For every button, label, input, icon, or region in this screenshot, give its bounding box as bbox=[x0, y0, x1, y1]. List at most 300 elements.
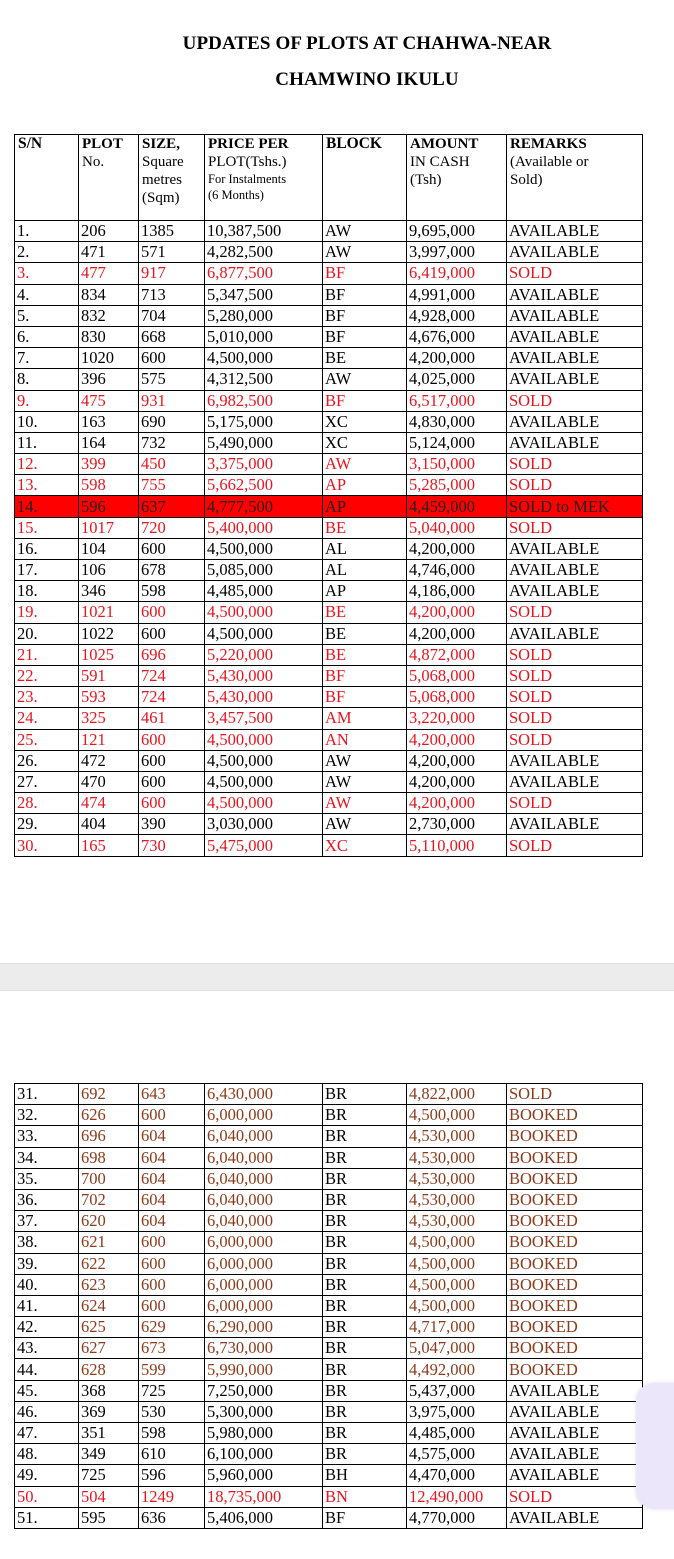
cell-remarks: AVAILABLE bbox=[507, 221, 643, 242]
cell-price: 4,500,000 bbox=[205, 729, 323, 750]
cell-sn: 14. bbox=[15, 496, 79, 517]
cell-price: 6,040,000 bbox=[205, 1189, 323, 1210]
cell-size: 598 bbox=[139, 581, 205, 602]
cell-cash: 2,730,000 bbox=[407, 814, 507, 835]
cell-remarks: AVAILABLE bbox=[507, 581, 643, 602]
cell-size: 600 bbox=[139, 793, 205, 814]
cell-sn: 50. bbox=[15, 1486, 79, 1507]
cell-block: BR bbox=[323, 1168, 407, 1189]
cell-price: 5,280,000 bbox=[205, 305, 323, 326]
cell-cash: 4,500,000 bbox=[407, 1253, 507, 1274]
cell-block: BE bbox=[323, 602, 407, 623]
cell-plot-no: 628 bbox=[79, 1359, 139, 1380]
cell-price: 6,040,000 bbox=[205, 1211, 323, 1232]
cell-price: 6,040,000 bbox=[205, 1126, 323, 1147]
cell-price: 6,000,000 bbox=[205, 1253, 323, 1274]
cell-plot-no: 396 bbox=[79, 369, 139, 390]
cell-size: 724 bbox=[139, 687, 205, 708]
cell-size: 1249 bbox=[139, 1486, 205, 1507]
cell-plot-no: 725 bbox=[79, 1465, 139, 1486]
cell-cash: 4,500,000 bbox=[407, 1105, 507, 1126]
cell-sn: 23. bbox=[15, 687, 79, 708]
cell-sn: 42. bbox=[15, 1317, 79, 1338]
cell-size: 690 bbox=[139, 411, 205, 432]
cell-size: 600 bbox=[139, 1295, 205, 1316]
cell-sn: 18. bbox=[15, 581, 79, 602]
cell-plot-no: 106 bbox=[79, 560, 139, 581]
header-size: SIZE, Square metres (Sqm) bbox=[139, 135, 205, 221]
cell-plot-no: 593 bbox=[79, 687, 139, 708]
cell-size: 600 bbox=[139, 771, 205, 792]
cell-size: 678 bbox=[139, 560, 205, 581]
cell-remarks: AVAILABLE bbox=[507, 411, 643, 432]
cell-price: 10,387,500 bbox=[205, 221, 323, 242]
cell-size: 704 bbox=[139, 305, 205, 326]
table-row bbox=[15, 242, 643, 263]
plots-table-part-2 bbox=[14, 1083, 643, 1529]
cell-plot-no: 830 bbox=[79, 326, 139, 347]
cell-remarks: SOLD bbox=[507, 687, 643, 708]
table-row bbox=[15, 1147, 643, 1168]
cell-cash: 3,220,000 bbox=[407, 708, 507, 729]
table-row bbox=[15, 1380, 643, 1401]
table-row bbox=[15, 1274, 643, 1295]
cell-block: AM bbox=[323, 708, 407, 729]
cell-sn: 29. bbox=[15, 814, 79, 835]
cell-remarks: SOLD bbox=[507, 475, 643, 496]
cell-sn: 49. bbox=[15, 1465, 79, 1486]
table-row bbox=[15, 1317, 643, 1338]
cell-sn: 21. bbox=[15, 644, 79, 665]
cell-plot-no: 351 bbox=[79, 1423, 139, 1444]
cell-remarks: BOOKED bbox=[507, 1274, 643, 1295]
cell-block: AW bbox=[323, 242, 407, 263]
cell-cash: 5,285,000 bbox=[407, 475, 507, 496]
cell-plot-no: 346 bbox=[79, 581, 139, 602]
cell-sn: 2. bbox=[15, 242, 79, 263]
cell-block: BE bbox=[323, 623, 407, 644]
cell-block: BH bbox=[323, 1465, 407, 1486]
cell-block: BR bbox=[323, 1253, 407, 1274]
cell-size: 643 bbox=[139, 1084, 205, 1105]
table-row bbox=[15, 644, 643, 665]
cell-sn: 34. bbox=[15, 1147, 79, 1168]
cell-size: 720 bbox=[139, 517, 205, 538]
cell-size: 604 bbox=[139, 1168, 205, 1189]
cell-remarks: SOLD to MEK bbox=[507, 496, 643, 517]
table-row bbox=[15, 1211, 643, 1232]
table-row bbox=[15, 835, 643, 856]
cell-sn: 44. bbox=[15, 1359, 79, 1380]
cell-remarks: BOOKED bbox=[507, 1189, 643, 1210]
table-row bbox=[15, 454, 643, 475]
cell-remarks: AVAILABLE bbox=[507, 771, 643, 792]
table-row bbox=[15, 369, 643, 390]
cell-cash: 4,200,000 bbox=[407, 538, 507, 559]
cell-block: BF bbox=[323, 687, 407, 708]
cell-block: AP bbox=[323, 581, 407, 602]
cell-remarks: BOOKED bbox=[507, 1211, 643, 1232]
cell-plot-no: 627 bbox=[79, 1338, 139, 1359]
cell-size: 931 bbox=[139, 390, 205, 411]
cell-price: 4,500,000 bbox=[205, 771, 323, 792]
cell-sn: 46. bbox=[15, 1401, 79, 1422]
cell-cash: 3,975,000 bbox=[407, 1401, 507, 1422]
cell-remarks: BOOKED bbox=[507, 1359, 643, 1380]
cell-sn: 38. bbox=[15, 1232, 79, 1253]
cell-size: 713 bbox=[139, 284, 205, 305]
table-row bbox=[15, 348, 643, 369]
cell-sn: 31. bbox=[15, 1084, 79, 1105]
cell-block: AW bbox=[323, 369, 407, 390]
cell-sn: 40. bbox=[15, 1274, 79, 1295]
cell-block: BF bbox=[323, 390, 407, 411]
cell-remarks: AVAILABLE bbox=[507, 1423, 643, 1444]
cell-cash: 4,200,000 bbox=[407, 348, 507, 369]
cell-cash: 9,695,000 bbox=[407, 221, 507, 242]
table-row bbox=[15, 411, 643, 432]
cell-remarks: BOOKED bbox=[507, 1105, 643, 1126]
cell-size: 732 bbox=[139, 432, 205, 453]
cell-sn: 51. bbox=[15, 1507, 79, 1528]
header-block: BLOCK bbox=[323, 135, 407, 221]
cell-cash: 4,717,000 bbox=[407, 1317, 507, 1338]
cell-plot-no: 621 bbox=[79, 1232, 139, 1253]
cell-size: 600 bbox=[139, 623, 205, 644]
cell-block: BR bbox=[323, 1401, 407, 1422]
cell-cash: 4,500,000 bbox=[407, 1274, 507, 1295]
cell-plot-no: 470 bbox=[79, 771, 139, 792]
table-row bbox=[15, 750, 643, 771]
cell-remarks: SOLD bbox=[507, 729, 643, 750]
cell-size: 1385 bbox=[139, 221, 205, 242]
cell-plot-no: 625 bbox=[79, 1317, 139, 1338]
cell-sn: 19. bbox=[15, 602, 79, 623]
cell-block: XC bbox=[323, 411, 407, 432]
cell-remarks: AVAILABLE bbox=[507, 1507, 643, 1528]
cell-remarks: AVAILABLE bbox=[507, 560, 643, 581]
cell-block: BR bbox=[323, 1147, 407, 1168]
cell-size: 668 bbox=[139, 326, 205, 347]
cell-price: 5,010,000 bbox=[205, 326, 323, 347]
table-row bbox=[15, 305, 643, 326]
cell-plot-no: 595 bbox=[79, 1507, 139, 1528]
cell-price: 6,000,000 bbox=[205, 1295, 323, 1316]
cell-plot-no: 368 bbox=[79, 1380, 139, 1401]
cell-sn: 37. bbox=[15, 1211, 79, 1232]
plots-table-body-1 bbox=[15, 221, 643, 857]
cell-cash: 5,124,000 bbox=[407, 432, 507, 453]
cell-price: 5,980,000 bbox=[205, 1423, 323, 1444]
cell-size: 604 bbox=[139, 1189, 205, 1210]
table-row bbox=[15, 1189, 643, 1210]
cell-size: 730 bbox=[139, 835, 205, 856]
cell-plot-no: 471 bbox=[79, 242, 139, 263]
cell-plot-no: 164 bbox=[79, 432, 139, 453]
cell-remarks: AVAILABLE bbox=[507, 348, 643, 369]
header-price: PRICE PER PLOT(Tshs.) For Instalments (6 Months) bbox=[205, 135, 323, 221]
cell-plot-no: 349 bbox=[79, 1444, 139, 1465]
cell-sn: 41. bbox=[15, 1295, 79, 1316]
cell-cash: 4,485,000 bbox=[407, 1423, 507, 1444]
table-row bbox=[15, 1444, 643, 1465]
cell-block: BR bbox=[323, 1232, 407, 1253]
cell-remarks: BOOKED bbox=[507, 1168, 643, 1189]
cell-remarks: SOLD bbox=[507, 1486, 643, 1507]
cell-remarks: AVAILABLE bbox=[507, 623, 643, 644]
cell-price: 6,100,000 bbox=[205, 1444, 323, 1465]
cell-sn: 13. bbox=[15, 475, 79, 496]
table-row bbox=[15, 814, 643, 835]
cell-remarks: SOLD bbox=[507, 1084, 643, 1105]
table-row bbox=[15, 1465, 643, 1486]
cell-size: 604 bbox=[139, 1147, 205, 1168]
table-row bbox=[15, 1338, 643, 1359]
cell-plot-no: 598 bbox=[79, 475, 139, 496]
cell-price: 6,430,000 bbox=[205, 1084, 323, 1105]
cell-remarks: SOLD bbox=[507, 263, 643, 284]
cell-size: 600 bbox=[139, 750, 205, 771]
cell-cash: 4,492,000 bbox=[407, 1359, 507, 1380]
cell-plot-no: 596 bbox=[79, 496, 139, 517]
cell-plot-no: 1022 bbox=[79, 623, 139, 644]
cell-price: 6,040,000 bbox=[205, 1147, 323, 1168]
cell-sn: 45. bbox=[15, 1380, 79, 1401]
cell-block: BN bbox=[323, 1486, 407, 1507]
cell-cash: 4,200,000 bbox=[407, 602, 507, 623]
cell-block: XC bbox=[323, 432, 407, 453]
cell-remarks: BOOKED bbox=[507, 1295, 643, 1316]
cell-sn: 5. bbox=[15, 305, 79, 326]
cell-price: 6,877,500 bbox=[205, 263, 323, 284]
cell-remarks: SOLD bbox=[507, 602, 643, 623]
cell-block: BR bbox=[323, 1274, 407, 1295]
cell-plot-no: 623 bbox=[79, 1274, 139, 1295]
cell-block: BF bbox=[323, 665, 407, 686]
table-row bbox=[15, 1126, 643, 1147]
cell-cash: 5,437,000 bbox=[407, 1380, 507, 1401]
cell-cash: 4,500,000 bbox=[407, 1295, 507, 1316]
cell-plot-no: 591 bbox=[79, 665, 139, 686]
cell-cash: 4,872,000 bbox=[407, 644, 507, 665]
cell-cash: 4,200,000 bbox=[407, 771, 507, 792]
cell-plot-no: 369 bbox=[79, 1401, 139, 1422]
cell-plot-no: 832 bbox=[79, 305, 139, 326]
cell-size: 673 bbox=[139, 1338, 205, 1359]
plots-table-part-1 bbox=[14, 134, 643, 857]
cell-plot-no: 474 bbox=[79, 793, 139, 814]
cell-size: 600 bbox=[139, 729, 205, 750]
cell-sn: 8. bbox=[15, 369, 79, 390]
cell-cash: 3,150,000 bbox=[407, 454, 507, 475]
cell-sn: 43. bbox=[15, 1338, 79, 1359]
cell-sn: 20. bbox=[15, 623, 79, 644]
cell-plot-no: 504 bbox=[79, 1486, 139, 1507]
cell-cash: 4,530,000 bbox=[407, 1126, 507, 1147]
cell-block: BR bbox=[323, 1295, 407, 1316]
cell-cash: 4,991,000 bbox=[407, 284, 507, 305]
cell-plot-no: 620 bbox=[79, 1211, 139, 1232]
cell-cash: 4,530,000 bbox=[407, 1189, 507, 1210]
cell-price: 5,175,000 bbox=[205, 411, 323, 432]
cell-block: BE bbox=[323, 644, 407, 665]
cell-cash: 3,997,000 bbox=[407, 242, 507, 263]
cell-cash: 12,490,000 bbox=[407, 1486, 507, 1507]
table-row bbox=[15, 1423, 643, 1444]
cell-remarks: SOLD bbox=[507, 517, 643, 538]
cell-cash: 6,419,000 bbox=[407, 263, 507, 284]
cell-plot-no: 624 bbox=[79, 1295, 139, 1316]
table-row bbox=[15, 1295, 643, 1316]
header-remarks: REMARKS (Available or Sold) bbox=[507, 135, 643, 221]
cell-size: 604 bbox=[139, 1126, 205, 1147]
table-row bbox=[15, 221, 643, 242]
cell-sn: 9. bbox=[15, 390, 79, 411]
cell-price: 4,500,000 bbox=[205, 348, 323, 369]
cell-size: 604 bbox=[139, 1211, 205, 1232]
cell-price: 6,040,000 bbox=[205, 1168, 323, 1189]
cell-block: AW bbox=[323, 221, 407, 242]
cell-price: 18,735,000 bbox=[205, 1486, 323, 1507]
cell-block: BR bbox=[323, 1338, 407, 1359]
cell-remarks: AVAILABLE bbox=[507, 814, 643, 835]
cell-plot-no: 696 bbox=[79, 1126, 139, 1147]
cell-plot-no: 475 bbox=[79, 390, 139, 411]
table-row bbox=[15, 1486, 643, 1507]
table-row bbox=[15, 1401, 643, 1422]
cell-sn: 36. bbox=[15, 1189, 79, 1210]
cell-price: 5,430,000 bbox=[205, 665, 323, 686]
cell-price: 5,960,000 bbox=[205, 1465, 323, 1486]
cell-price: 5,430,000 bbox=[205, 687, 323, 708]
page-separator bbox=[0, 963, 674, 991]
cell-remarks: AVAILABLE bbox=[507, 538, 643, 559]
cell-plot-no: 325 bbox=[79, 708, 139, 729]
cell-price: 6,000,000 bbox=[205, 1105, 323, 1126]
cell-plot-no: 477 bbox=[79, 263, 139, 284]
header-plot-no: PLOT No. bbox=[79, 135, 139, 221]
cell-block: BE bbox=[323, 348, 407, 369]
cell-price: 6,982,500 bbox=[205, 390, 323, 411]
cell-block: BR bbox=[323, 1317, 407, 1338]
cell-price: 5,400,000 bbox=[205, 517, 323, 538]
cell-block: BR bbox=[323, 1444, 407, 1465]
cell-cash: 4,025,000 bbox=[407, 369, 507, 390]
cell-size: 637 bbox=[139, 496, 205, 517]
cell-price: 4,500,000 bbox=[205, 602, 323, 623]
table-row bbox=[15, 284, 643, 305]
cell-block: BR bbox=[323, 1423, 407, 1444]
table-row bbox=[15, 475, 643, 496]
cell-price: 4,500,000 bbox=[205, 623, 323, 644]
table-row bbox=[15, 729, 643, 750]
page-title-line-2: CHAMWINO IKULU bbox=[275, 69, 459, 90]
table-row bbox=[15, 708, 643, 729]
cell-plot-no: 1020 bbox=[79, 348, 139, 369]
cell-sn: 32. bbox=[15, 1105, 79, 1126]
cell-cash: 4,822,000 bbox=[407, 1084, 507, 1105]
table-row bbox=[15, 623, 643, 644]
cell-cash: 5,068,000 bbox=[407, 665, 507, 686]
cell-sn: 30. bbox=[15, 835, 79, 856]
cell-remarks: AVAILABLE bbox=[507, 305, 643, 326]
cell-block: AN bbox=[323, 729, 407, 750]
cell-sn: 35. bbox=[15, 1168, 79, 1189]
cell-size: 450 bbox=[139, 454, 205, 475]
cell-size: 725 bbox=[139, 1380, 205, 1401]
cell-remarks: AVAILABLE bbox=[507, 1380, 643, 1401]
cell-cash: 5,110,000 bbox=[407, 835, 507, 856]
cell-price: 5,347,500 bbox=[205, 284, 323, 305]
cell-sn: 1. bbox=[15, 221, 79, 242]
table-header-row bbox=[15, 135, 643, 221]
cell-remarks: SOLD bbox=[507, 665, 643, 686]
cell-remarks: BOOKED bbox=[507, 1232, 643, 1253]
cell-remarks: BOOKED bbox=[507, 1317, 643, 1338]
cell-sn: 24. bbox=[15, 708, 79, 729]
table-row bbox=[15, 1105, 643, 1126]
cell-cash: 4,200,000 bbox=[407, 729, 507, 750]
cell-cash: 4,200,000 bbox=[407, 793, 507, 814]
cell-price: 3,375,000 bbox=[205, 454, 323, 475]
cell-sn: 3. bbox=[15, 263, 79, 284]
cell-cash: 4,928,000 bbox=[407, 305, 507, 326]
table-row bbox=[15, 581, 643, 602]
cell-remarks: SOLD bbox=[507, 793, 643, 814]
cell-cash: 4,470,000 bbox=[407, 1465, 507, 1486]
cell-remarks: BOOKED bbox=[507, 1253, 643, 1274]
cell-plot-no: 1017 bbox=[79, 517, 139, 538]
cell-plot-no: 702 bbox=[79, 1189, 139, 1210]
cell-size: 461 bbox=[139, 708, 205, 729]
cell-sn: 10. bbox=[15, 411, 79, 432]
cell-size: 600 bbox=[139, 1232, 205, 1253]
table-row bbox=[15, 538, 643, 559]
cell-size: 599 bbox=[139, 1359, 205, 1380]
cell-plot-no: 1021 bbox=[79, 602, 139, 623]
table-row bbox=[15, 390, 643, 411]
cell-sn: 15. bbox=[15, 517, 79, 538]
cell-price: 6,000,000 bbox=[205, 1232, 323, 1253]
table-row bbox=[15, 1084, 643, 1105]
table-row bbox=[15, 1507, 643, 1528]
cell-sn: 26. bbox=[15, 750, 79, 771]
cell-size: 575 bbox=[139, 369, 205, 390]
cell-block: XC bbox=[323, 835, 407, 856]
table-row bbox=[15, 517, 643, 538]
cell-cash: 4,830,000 bbox=[407, 411, 507, 432]
cell-block: BE bbox=[323, 517, 407, 538]
cell-sn: 48. bbox=[15, 1444, 79, 1465]
cell-sn: 22. bbox=[15, 665, 79, 686]
cell-block: AL bbox=[323, 560, 407, 581]
cell-sn: 39. bbox=[15, 1253, 79, 1274]
cell-plot-no: 206 bbox=[79, 221, 139, 242]
cell-price: 5,085,000 bbox=[205, 560, 323, 581]
cell-remarks: SOLD bbox=[507, 835, 643, 856]
floating-panel-edge[interactable] bbox=[636, 1383, 674, 1509]
cell-size: 600 bbox=[139, 1105, 205, 1126]
cell-sn: 28. bbox=[15, 793, 79, 814]
cell-plot-no: 626 bbox=[79, 1105, 139, 1126]
cell-remarks: AVAILABLE bbox=[507, 242, 643, 263]
plots-table-body-2 bbox=[15, 1084, 643, 1529]
cell-cash: 6,517,000 bbox=[407, 390, 507, 411]
cell-plot-no: 121 bbox=[79, 729, 139, 750]
cell-sn: 47. bbox=[15, 1423, 79, 1444]
cell-price: 6,730,000 bbox=[205, 1338, 323, 1359]
cell-cash: 4,459,000 bbox=[407, 496, 507, 517]
